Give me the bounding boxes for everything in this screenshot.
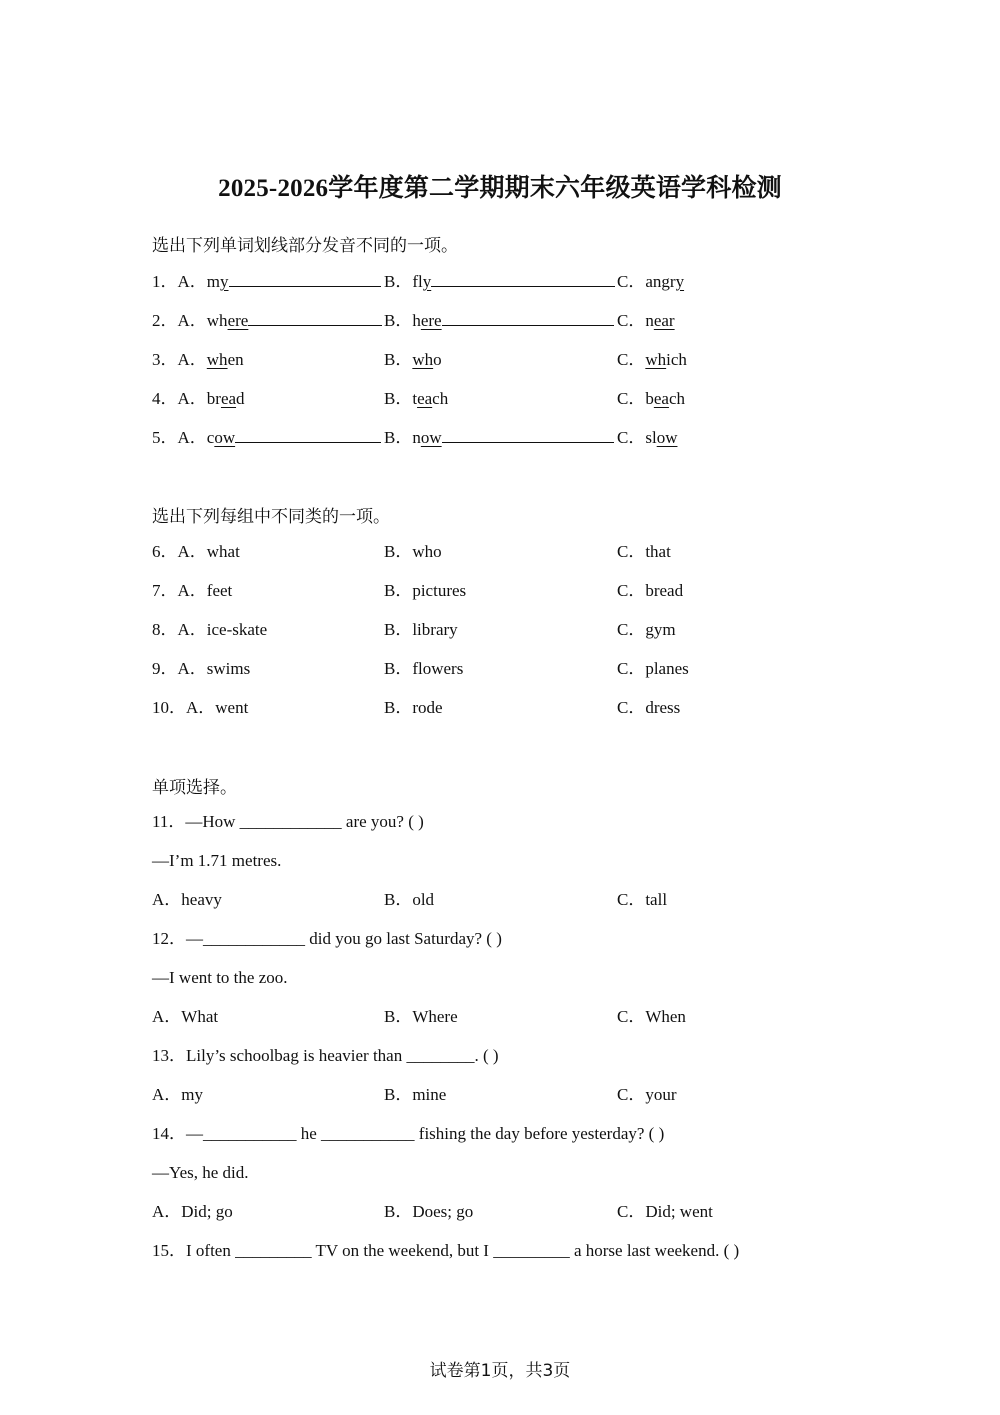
question-3 — [152, 348, 852, 372]
option-b: B．teach — [384, 389, 449, 408]
option-a: 4．A．bread — [152, 389, 245, 408]
dialogue-reply: —Yes, he did. — [152, 1163, 249, 1182]
question-stem: 12．—____________ did you go last Saturday? ( ) — [152, 929, 502, 948]
option-a: 8．A．ice-skate — [152, 620, 268, 639]
option-a: 3．A．when — [152, 350, 244, 369]
question-12-stem — [152, 927, 852, 951]
option-a: 7．A．feet — [152, 581, 233, 600]
question-10 — [152, 696, 852, 720]
option-c: C．beach — [617, 389, 685, 408]
option-b: B．fly — [384, 270, 615, 294]
option-c: C．near — [617, 311, 675, 330]
question-7 — [152, 579, 852, 603]
option-b: B．library — [384, 620, 458, 639]
option-a: 10．A．went — [152, 698, 249, 717]
question-11-reply — [152, 849, 852, 873]
underline-blank — [431, 270, 615, 287]
option-a: 6．A．what — [152, 542, 240, 561]
option-a: 2．A．where — [152, 309, 382, 333]
option-b: B．flowers — [384, 659, 464, 678]
option-c: C．your — [617, 1085, 677, 1104]
question-14-options — [152, 1200, 852, 1224]
question-14-reply — [152, 1161, 852, 1185]
option-b: B．who — [384, 542, 442, 561]
option-c: C．Did; went — [617, 1202, 713, 1221]
option-c: C．dress — [617, 698, 681, 717]
option-b: B．pictures — [384, 581, 467, 600]
question-stem: 13．Lily’s schoolbag is heavier than ________. ( ) — [152, 1046, 499, 1065]
section-heading-classification: 选出下列每组中不同类的一项。 — [152, 507, 390, 527]
option-b: B．old — [384, 890, 435, 909]
underline-blank — [229, 270, 381, 287]
question-2 — [152, 309, 852, 333]
option-b: B．mine — [384, 1085, 447, 1104]
option-a: A．What — [152, 1007, 219, 1026]
option-a: 9．A．swims — [152, 659, 251, 678]
option-c: C．When — [617, 1007, 686, 1026]
option-c: C．that — [617, 542, 671, 561]
page-title: 2025-2026学年度第二学期期末六年级英语学科检测 — [218, 175, 782, 202]
question-12-options — [152, 1005, 852, 1029]
question-13-options — [152, 1083, 852, 1107]
option-b: B．here — [384, 309, 614, 333]
option-c: C．angry — [617, 272, 685, 291]
option-b: B．rode — [384, 698, 443, 717]
question-stem: 11．—How ____________ are you? ( ) — [152, 812, 424, 831]
question-14-stem — [152, 1122, 852, 1146]
question-8 — [152, 618, 852, 642]
question-12-reply — [152, 966, 852, 990]
dialogue-reply: —I’m 1.71 metres. — [152, 851, 282, 870]
option-c: C．which — [617, 350, 687, 369]
underline-blank — [235, 426, 381, 443]
option-c: C．tall — [617, 890, 668, 909]
question-4 — [152, 387, 852, 411]
question-stem: 14．—___________ he ___________ fishing the day before yesterday? ( ) — [152, 1124, 665, 1143]
option-a: A．my — [152, 1085, 203, 1104]
underline-blank — [442, 426, 614, 443]
section-heading-pronunciation: 选出下列单词划线部分发音不同的一项。 — [152, 236, 458, 256]
option-c: C．gym — [617, 620, 676, 639]
question-5 — [152, 426, 852, 450]
question-stem: 15．I often _________ TV on the weekend, but I _________ a horse last weekend. ( ) — [152, 1241, 740, 1260]
option-a: 5．A．cow — [152, 426, 381, 450]
section-heading-choice: 单项选择。 — [152, 778, 237, 798]
question-6 — [152, 540, 852, 564]
option-a: A．heavy — [152, 890, 222, 909]
dialogue-reply: —I went to the zoo. — [152, 968, 288, 987]
option-b: B．who — [384, 350, 442, 369]
option-a: A．Did; go — [152, 1202, 233, 1221]
option-c: C．planes — [617, 659, 689, 678]
underline-blank — [248, 309, 382, 326]
question-11-options — [152, 888, 852, 912]
question-13-stem — [152, 1044, 852, 1068]
option-b: B．Where — [384, 1007, 458, 1026]
option-c: C．slow — [617, 428, 678, 447]
underline-blank — [442, 309, 614, 326]
question-15-stem — [152, 1239, 852, 1263]
question-9 — [152, 657, 852, 681]
option-a: 1．A．my — [152, 270, 381, 294]
option-b: B．now — [384, 426, 614, 450]
option-c: C．bread — [617, 581, 684, 600]
question-11-stem — [152, 810, 852, 834]
page-footer: 试卷第1页，共3页 — [429, 1361, 571, 1381]
option-b: B．Does; go — [384, 1202, 474, 1221]
question-1 — [152, 270, 852, 294]
